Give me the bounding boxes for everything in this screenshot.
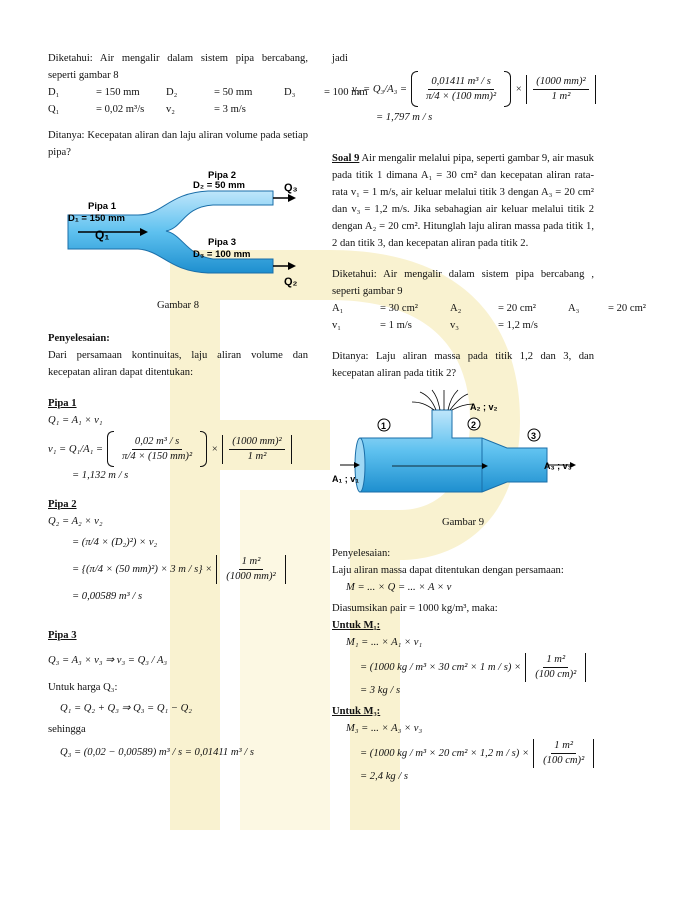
given-value: = 0,02 m³/s: [96, 104, 145, 115]
pipa3-text: Untuk harga Q₃:: [48, 682, 118, 693]
given-row-r2: [332, 317, 594, 334]
label-a1v1: A₁ ; v₁: [332, 474, 359, 484]
pipa2-result: = 0,00589 m³ / s: [72, 591, 143, 602]
given-key: A₂: [450, 303, 462, 314]
m3-eq2-row: [332, 739, 594, 768]
m3-conv-num: 1 m²: [551, 739, 576, 754]
solution-r-text: Laju aliran massa dapat ditentukan dengan persamaan:: [332, 565, 564, 576]
v3-num: 0,01411 m³ / s: [428, 75, 493, 90]
given-key: v₃: [450, 320, 459, 331]
label-q1: Q₁: [95, 228, 110, 242]
assume-text: Diasumsikan ρair = 1000 kg/m³, maka:: [332, 603, 498, 614]
pipa2-eq3: = {(π/4 × (50 mm)²) × 3 m / s} ×: [72, 564, 213, 575]
given-key: A₁: [332, 303, 344, 314]
given-key: D₃: [284, 87, 296, 98]
given-value: = 100 mm: [324, 87, 368, 98]
known-text: Diketahui: Air mengalir dalam sistem pipa bercabang , seperti gambar 9: [332, 269, 594, 297]
pipa1-conv-num: (1000 mm)²: [229, 435, 284, 450]
label-a3v3: A₃ ; v₃: [544, 461, 572, 471]
pipa3-eq3: Q₃ = (0,02 − 0,00589) m³ / s = 0,01411 m³ / s: [60, 747, 255, 758]
pipa1-conv-den: 1 m²: [247, 450, 267, 462]
given-row-1: [48, 84, 368, 101]
given-value: = 1,2 m/s: [498, 320, 538, 331]
pipa1-den: π/4 × (150 mm)²: [122, 450, 193, 462]
question-r-text: Ditanya: Laju aliran massa pada titik 1,2 dan 3, dan kecepatan aliran pada titik 2?: [332, 351, 594, 379]
mass-eq: M = ... × Q = ... × A × v: [346, 582, 452, 593]
figure-9-pipe-diagram: [332, 390, 594, 510]
figure-8-caption: Gambar 8: [156, 300, 200, 311]
pipa1-eq2: v₁ = Q₁/A₁ = $\frac{\text{0,02 m³ / s}}{\text{π/4 × (150 mm)²}}$ × $\frac{\text{(1000 mm)²}}{\text{1 m²}}$: [48, 431, 308, 467]
solution-r-title: Penyelesaian:: [332, 548, 391, 559]
solution-title: Penyelesaian:: [48, 333, 110, 344]
point-1-label: 1: [381, 421, 387, 431]
m1-conv-den: (100 cm)²: [535, 669, 577, 680]
point-2-label: 2: [471, 420, 477, 430]
given-value: = 20 cm²: [498, 303, 536, 314]
pipa1-num: 0,02 m³ / s: [132, 435, 182, 450]
pipa2-conv-num: 1 m²: [239, 555, 264, 570]
given-row-r1: [332, 300, 646, 317]
m1-title: Untuk M₁:: [332, 620, 381, 631]
pipa1-eq1: Q₁ = A₁ × v₁: [48, 415, 103, 426]
soal-9-paragraph: [332, 150, 594, 252]
m3-title: Untuk M₃:: [332, 706, 381, 717]
v3-conv-den: 1 m²: [551, 90, 571, 102]
given-value: = 3 m/s: [214, 104, 246, 115]
soal-text: Air mengalir melalui pipa, seperti gambar 9, air masuk pada titik 1 dimana A₁ = 30 cm² dan kecepatan aliran rata-rata v₁ = 1 m/s, air keluar melalui titik 3 dengan A₃ = 20 cm² dan v₃ = 1,2 m/s. Jika sebahagian air keluar melalui titik 2 dengan A₂ = 20 cm². Hitunglah laju aliran massa pada titik 1, 2 dan titik 3, dan kecepatan aliran pada titik 2.: [332, 153, 594, 249]
given-value: = 1 m/s: [380, 320, 412, 331]
right-column: [332, 50, 646, 785]
v3-eq: v₃ = Q₃/A₃ = $\frac{\text{0,01411 m³ / s}}{\text{π/4 × (100 mm)²}}$ × $\frac{\text{(1000 mm)²}}{\text{1 m²}}$: [332, 71, 594, 107]
m1-eq1: M₁ = ... × A₁ × v₁: [346, 637, 423, 648]
pipa1-title: Pipa 1: [48, 398, 77, 409]
m1-conv-num: 1 m²: [543, 653, 568, 668]
given-value: = 30 cm²: [380, 303, 418, 314]
given-value: = 150 mm: [96, 87, 140, 98]
m1-result: = 3 kg / s: [360, 685, 401, 696]
pipa3-seh: sehingga: [48, 724, 86, 735]
label-d2: D₂ = 50 mm: [193, 180, 246, 191]
m3-eq2: = (1000 kg / m³ × 20 cm² × 1,2 m / s) ×: [360, 748, 530, 759]
label-q3: Q₃: [284, 182, 298, 194]
v3-result: = 1,797 m / s: [376, 112, 433, 123]
pipa3-eq1: Q₃ = A₃ × v₃ ⇒ v₃ = Q₃ / A₃: [48, 655, 168, 666]
label-a2v2: A₂ ; v₂: [470, 402, 498, 412]
m3-conv-den: (100 cm)²: [543, 755, 585, 766]
m3-result: = 2,4 kg / s: [360, 771, 409, 782]
pipa2-eq2: = (π/4 × (D₂)²) × v₂: [72, 537, 158, 548]
given-key: D₂: [166, 87, 178, 98]
figure-8-pipe-diagram: [48, 170, 308, 293]
given-key: v₁: [332, 320, 341, 331]
pipa2-eq3-row: [48, 555, 308, 584]
label-pipa1: Pipa 1: [88, 201, 116, 212]
label-pipa2: Pipa 2: [208, 170, 236, 181]
solution-text: Dari persamaan kontinuitas, laju aliran volume dan kecepatan aliran dapat ditentukan:: [48, 350, 308, 378]
given-key: Q₁: [48, 104, 60, 115]
label-d3: D₃ = 100 mm: [193, 249, 251, 260]
intro-text: Diketahui: Air mengalir dalam sistem pipa bercabang, seperti gambar 8: [48, 53, 308, 81]
given-value: = 50 mm: [214, 87, 253, 98]
m1-eq2-row: [332, 653, 594, 682]
pipa3-eq2: Q₁ = Q₂ + Q₃ ⇒ Q₃ = Q₁ − Q₂: [60, 703, 192, 714]
v3-lhs: v₃ = Q₃/A₃ =: [352, 83, 408, 95]
pipa1-result: = 1,132 m / s: [72, 470, 129, 481]
label-q2: Q₂: [284, 276, 298, 288]
given-key: v₂: [166, 104, 175, 115]
point-3-label: 3: [531, 431, 537, 441]
given-value: = 20 cm²: [608, 303, 646, 314]
pipa1-lhs: v₁ = Q₁/A₁ =: [48, 443, 104, 455]
pipa2-title: Pipa 2: [48, 499, 77, 510]
v3-den: π/4 × (100 mm)²: [426, 90, 497, 102]
jadi-text: jadi: [332, 53, 348, 64]
given-key: D₁: [48, 87, 60, 98]
figure-9-caption: Gambar 9: [441, 517, 485, 528]
m3-eq1: M₃ = ... × A₃ × v₃: [346, 723, 423, 734]
given-row-2: [48, 101, 308, 118]
label-pipa3: Pipa 3: [208, 237, 236, 248]
given-key: A₃: [568, 303, 580, 314]
v3-conv-num: (1000 mm)²: [533, 75, 588, 90]
pipa3-title: Pipa 3: [48, 630, 77, 641]
pipa2-conv-den: (1000 mm)²: [226, 571, 276, 582]
m1-eq2: = (1000 kg / m³ × 30 cm² × 1 m / s) ×: [360, 662, 522, 673]
label-d1: D₁ = 150 mm: [68, 213, 125, 224]
soal-label: Soal 9: [332, 153, 360, 164]
pipa2-eq1: Q₂ = A₂ × v₂: [48, 516, 103, 527]
question-text: Ditanya: Kecepatan aliran dan laju aliran volume pada setiap pipa?: [48, 130, 308, 158]
